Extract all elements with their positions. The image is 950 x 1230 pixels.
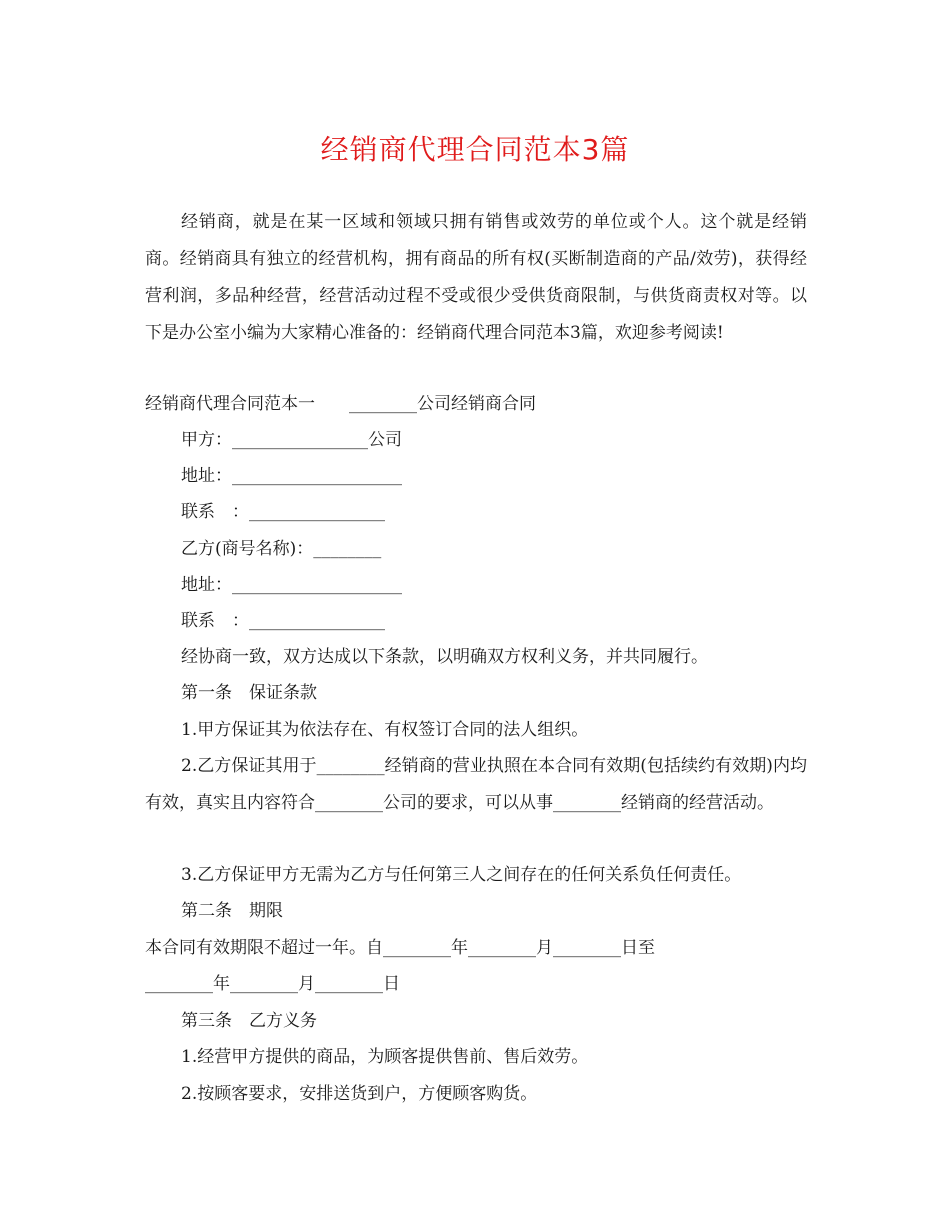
article-2-heading: 第二条 期限 bbox=[181, 901, 283, 921]
article-1-clause-2 bbox=[145, 748, 807, 822]
article-1-clause-3: 3.乙方保证甲方无需为乙方与任何第三人之间存在的任何关系负任何责任。 bbox=[181, 865, 742, 885]
article-1-clause-2-text: 2.乙方保证其用于________经销商的营业执照在本合同有效期(包括续约有效期)内均有效，真实且内容符合________公司的要求，可以从事________经销商的经营活动。 bbox=[145, 756, 807, 813]
term-line-1: 本合同有效期限不超过一年。自________年________月________日至 bbox=[145, 938, 655, 958]
party-a-line: 甲方：________________公司 bbox=[181, 430, 402, 450]
contract-heading: 经销商代理合同范本一 ________公司经销商合同 bbox=[145, 394, 536, 414]
party-b-address: 地址：____________________ bbox=[181, 575, 402, 595]
intro-paragraph bbox=[145, 204, 807, 352]
article-1-heading: 第一条 保证条款 bbox=[181, 683, 317, 703]
party-b-contact: 联系 ：________________ bbox=[181, 611, 385, 631]
article-1-clause-1: 1.甲方保证其为依法存在、有权签订合同的法人组织。 bbox=[181, 720, 589, 740]
article-3-clause-2: 2.按顾客要求，安排送货到户，方便顾客购货。 bbox=[181, 1084, 538, 1104]
article-3-clause-1: 1.经营甲方提供的商品，为顾客提供售前、售后效劳。 bbox=[181, 1047, 589, 1067]
party-b-line: 乙方(商号名称)：________ bbox=[181, 539, 382, 559]
document-title: 经销商代理合同范本3篇 bbox=[320, 133, 630, 166]
term-line-2: ________年________月________日 bbox=[145, 974, 400, 994]
party-a-contact: 联系 ：________________ bbox=[181, 502, 385, 522]
agreement-statement: 经协商一致，双方达成以下条款，以明确双方权利义务，并共同履行。 bbox=[181, 647, 708, 667]
article-3-heading: 第三条 乙方义务 bbox=[181, 1011, 317, 1031]
party-a-address: 地址：____________________ bbox=[181, 466, 402, 486]
intro-text: 经销商，就是在某一区域和领域只拥有销售或效劳的单位或个人。这个就是经销商。经销商具有独立的经营机构，拥有商品的所有权(买断制造商的产品/效劳)，获得经营利润，多品种经营，经营活动过程不受或很少受供货商限制，与供货商责权对等。以下是办公室小编为大家精心准备的：经销商代理合同范本3篇，欢迎参考阅读! bbox=[145, 212, 807, 343]
